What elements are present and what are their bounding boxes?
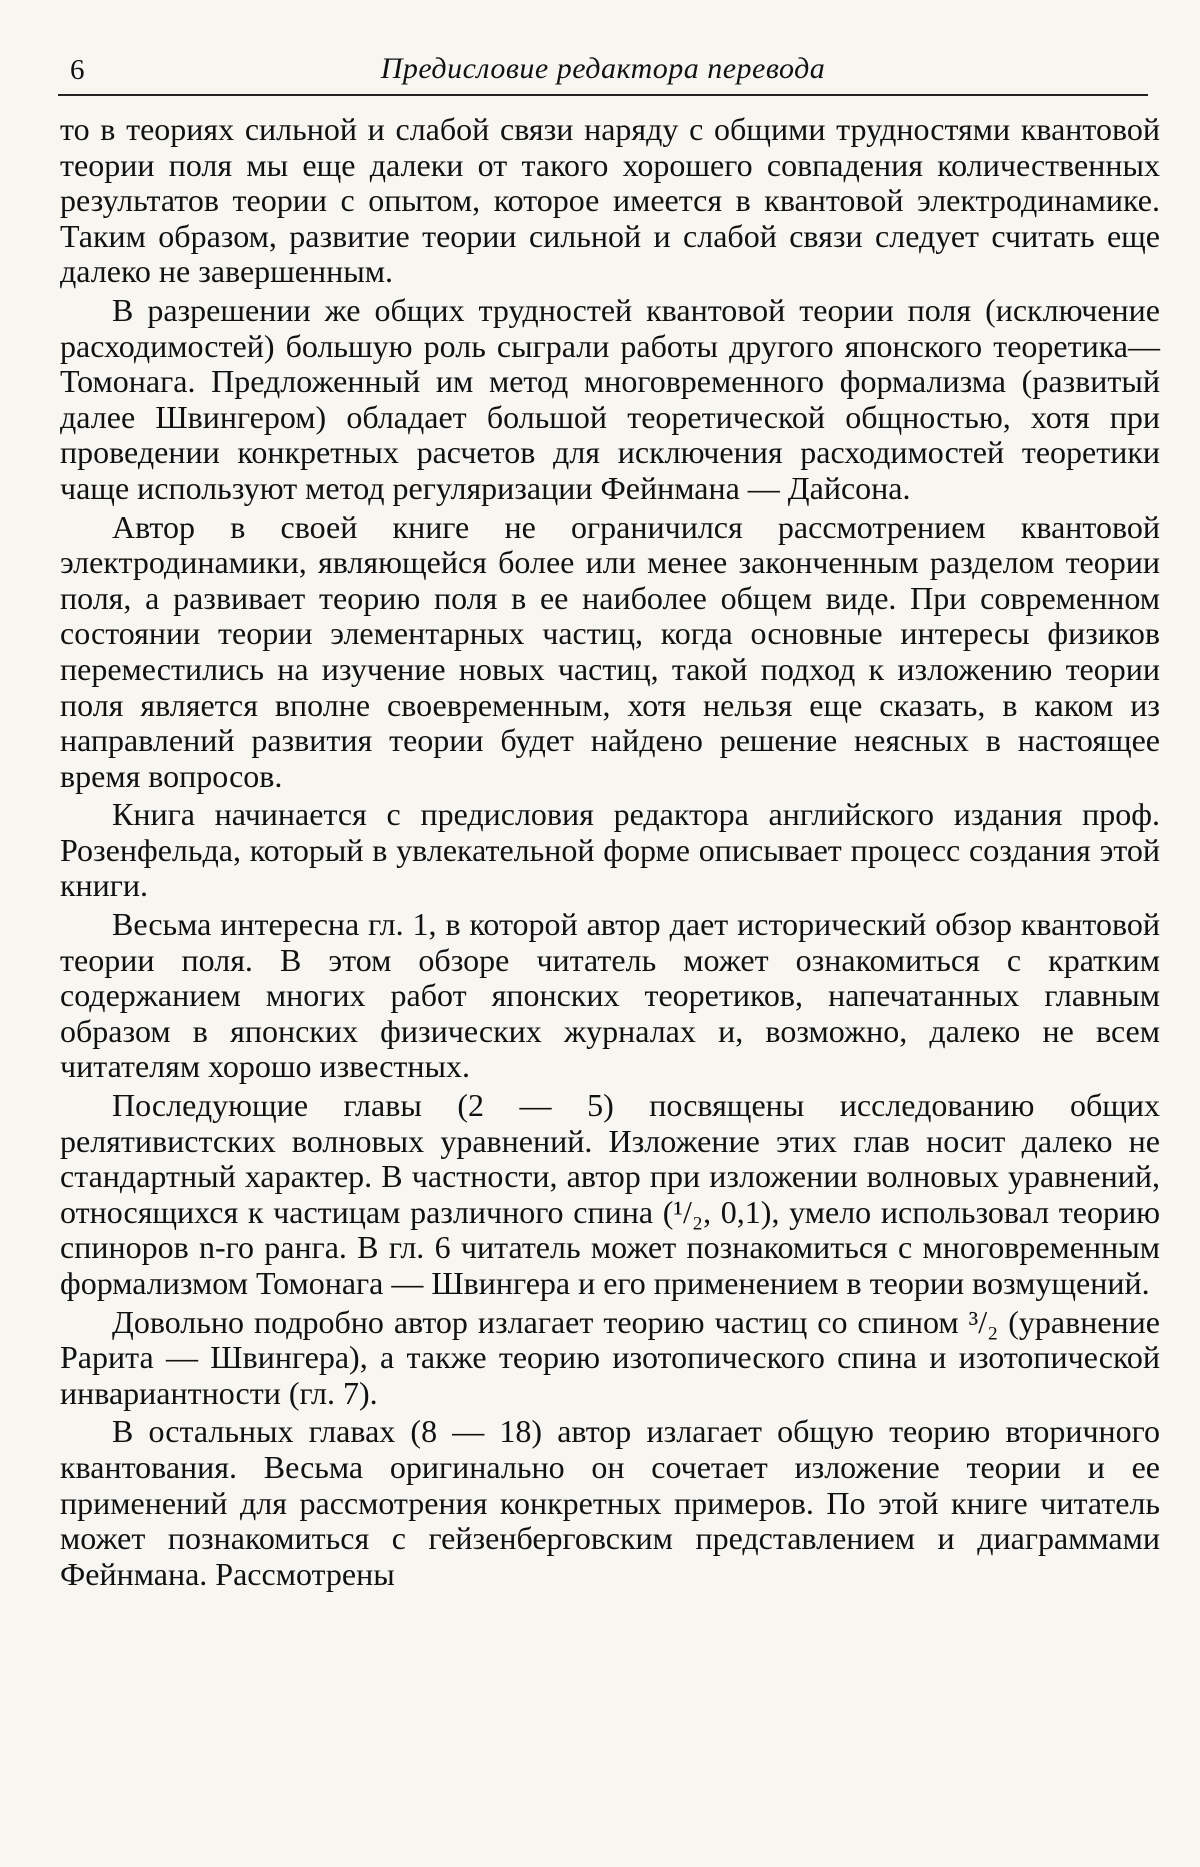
paragraph-8: В остальных главах (8 — 18) автор излагает общую теорию вторичного квантования. Весьма оригинально он сочетает изложение теории и ее применений для рассмотрения конкретных примеров. По этой книге читатель может познакомиться с гейзенберговским представлением и диаграммами Фейнмана. Рассмотрены [60,1413,1160,1592]
paragraph-5: Весьма интересна гл. 1, в которой автор дает исторический обзор квантовой теории поля. В этом обзоре читатель может ознакомиться с кратким содержанием многих работ японских теоретиков, напечатанных главным образом в японских физических журналах и, возможно, далеко не всем читателям хорошо известных. [60,906,1160,1085]
page-header [58,50,1148,100]
paragraph-2: В разрешении же общих трудностей квантовой теории поля (исключение расходимостей) большую роль сыграли работы другого японского теоретика—Томонага. Предложенный им метод многовременного формализма (развитый далее Швингером) обладает большой теоретической общностью, хотя при проведении конкретных расчетов для исключения расходимостей теоретики чаще используют метод регуляризации Фейнмана — Дайсона. [60,291,1160,506]
paragraph-6: Последующие главы (2 — 5) посвящены исследованию общих релятивистских волновых уравнений. Изложение этих глав носит далеко не стандартный характер. В частности, автор при изложении волновых уравнений, относящихся к частицам различного спина (¹/₂, 0,1), умело использовал теорию спиноров n-го ранга. В гл. 6 читатель может познакомиться с многовременным формализмом Томонага — Швингера и его применением в теории возмущений. [60,1087,1160,1301]
header-rule [58,94,1148,96]
paragraph-3: Автор в своей книге не ограничился рассмотрением квантовой электродинамики, являющейся более или менее законченным разделом теории поля, а развивает теорию поля в ее наиболее общем виде. При современном состоянии теории элементарных частиц, когда основные интересы физиков переместились на изучение новых частиц, такой подход к изложению теории поля является вполне своевременным, хотя нельзя еще сказать, в каком из направлений развития теории будет найдено решение неясных в настоящее время вопросов. [60,508,1160,794]
paragraph-1: то в теориях сильной и слабой связи наряду с общими трудностями квантовой теории поля мы еще далеки от такого хорошего совпадения количественных результатов теории с опытом, которое имеется в квантовой электродинамике. Таким образом, развитие теории сильной и слабой связи следует считать еще далеко не завершенным. [60,111,1160,290]
page-number: 6 [70,54,85,86]
paragraph-4: Книга начинается с предисловия редактора английского издания проф. Розенфельда, который в увлекательной форме описывает процесс создания этой книги. [60,796,1160,904]
body-text [60,112,1160,1592]
paragraph-7: Довольно подробно автор излагает теорию частиц со спином ³/₂ (уравнение Рарита — Швингера), а также теорию изотопического спина и изотопической инвариантности (гл. 7). [60,1303,1160,1411]
running-title: Предисловие редактора перевода [380,52,826,85]
